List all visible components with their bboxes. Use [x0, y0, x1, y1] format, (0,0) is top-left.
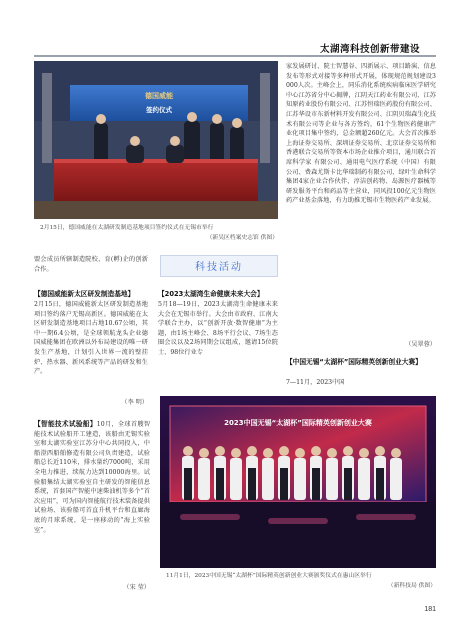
running-header: 太湖湾科技创新带建设: [319, 44, 420, 55]
photo2-caption: 11月1日，2023中国无锡“太湖杯”国际精英创新创业大赛颁奖仪式在惠山区举行: [166, 573, 372, 579]
taihu-cup-section-title: 【中国无锡“太湖杯”国际精英创新创业大赛】: [286, 358, 422, 366]
taihu-cup-section-body: 7—11月，2023中国: [286, 379, 345, 386]
test-ship-section-body: 10月，全球首艘智能技术试验船开工建造，该船由无锡实验室和太湖实验室江苏分中心共同投入，中船澄西船舶修造有限公司负责建造，试验船总长近110米，排水量约7000吨，采用全电力推进，续航力达到10000海里。试验船集结太湖实验室自主研发的智能信息系统，首套国产智能中速柴油机等多个“首次应用”，可为国内智能航行技术装备提供试验场、该验船可首直升机平台和直廊海底的月球系统，是一座移动的“海上实验室”。: [34, 421, 151, 534]
left-intro-paragraph: 盟会成员所辖制造院校、育(孵)企的创新合作。: [34, 256, 148, 273]
page-number: 181: [424, 606, 436, 613]
photo1-credit: （新吴区档案史志馆 供图）: [206, 235, 278, 241]
signing-ceremony-photo: [34, 61, 278, 219]
vaillant-section-title: 【德国威能新太区研发制造基地】: [34, 290, 135, 298]
photo2-credit: （新科技局 供图）: [387, 583, 436, 589]
vaillant-section-body: 2月15日，德国威能新太区研发制造基地项目签约落户无锡高新区。德国威能在太区研发制造基地项目占地10.67公顷，其中一期6.4公顷，是全球领航龙头企业德国威能集团在欧洲以外布局建设的唯一研发生产基地，计划引入世界一流的壁挂炉、热水器、新风系统等产品的研发和生产。: [34, 301, 148, 376]
test-ship-section-title: 【智能技术试验船】: [34, 420, 97, 428]
award-banner-title: 2023中国无锡“太湖杯”国际精英创新创业大赛: [224, 419, 372, 427]
section-label: 科技活动: [195, 262, 243, 273]
ceremony-banner-subtitle: 签约仪式: [146, 106, 172, 114]
right-top-paragraph: 家发展研讨、院士智慧谷、四新展示、项目路演、信息发布等形式对接等多种形式开展，体现规范规划建设3000人次。主峰会上，同乐消化系统疾病临床医学研究中心江苏省分中心揭牌，江阴天江药业有限公司、江苏知原药业股份有限公司、江苏恒瑞医药股份有限公司、江苏华设市东新材料开发有限公司、江阴贝瑞森生化技术有限公司等企业与各方签约，61个生物医药健康产业化项目集中签约，总金额超260亿元。大会首次推举上海证券交易所、深圳证券交易所、北京证券交易所和香港联合交易所等资本市场企业推介项目，通川联合首席科学家 有限公司、通用电气医疗系统（中国）有限公司、费森尤斯卡比华瑞制药有限公司、绿叶生命科学集团4家企业合作伙伴，淳洁创药物、岛源医疗器械等研发服务平台和药品等主营业，同风投100亿元生物医药产业基金落地，有力助推无锡市生物医药产业发展。: [286, 63, 436, 205]
test-ship-section: [34, 420, 150, 535]
life-health-section-body: 5月18—19日，2023太湖湾生命健康未来大会在无锡市举行。大会由市政府、江南大学联合主办，以“创新开放·数智健康”为主题，由1场主峰会、8场平行会议、7场生态圈会议以及2场同期会议组成，邀请15位院士、98位行业专: [158, 301, 278, 356]
life-health-section-title: 【2023太湖湾生命健康未来大会】: [158, 290, 264, 298]
header-rule: [34, 55, 436, 57]
vaillant-section-author: （李 明）: [121, 399, 148, 406]
ceremony-banner-title: 德国威能: [145, 92, 173, 100]
award-ceremony-photo: [160, 396, 436, 568]
right-top-author: （吴翠蓉）: [405, 341, 436, 348]
test-ship-author: （宋 莹）: [123, 584, 150, 591]
photo1-caption: 2月15日，德国威能在太湖研发制造基地项目签约仪式在无锡市举行: [40, 225, 214, 231]
